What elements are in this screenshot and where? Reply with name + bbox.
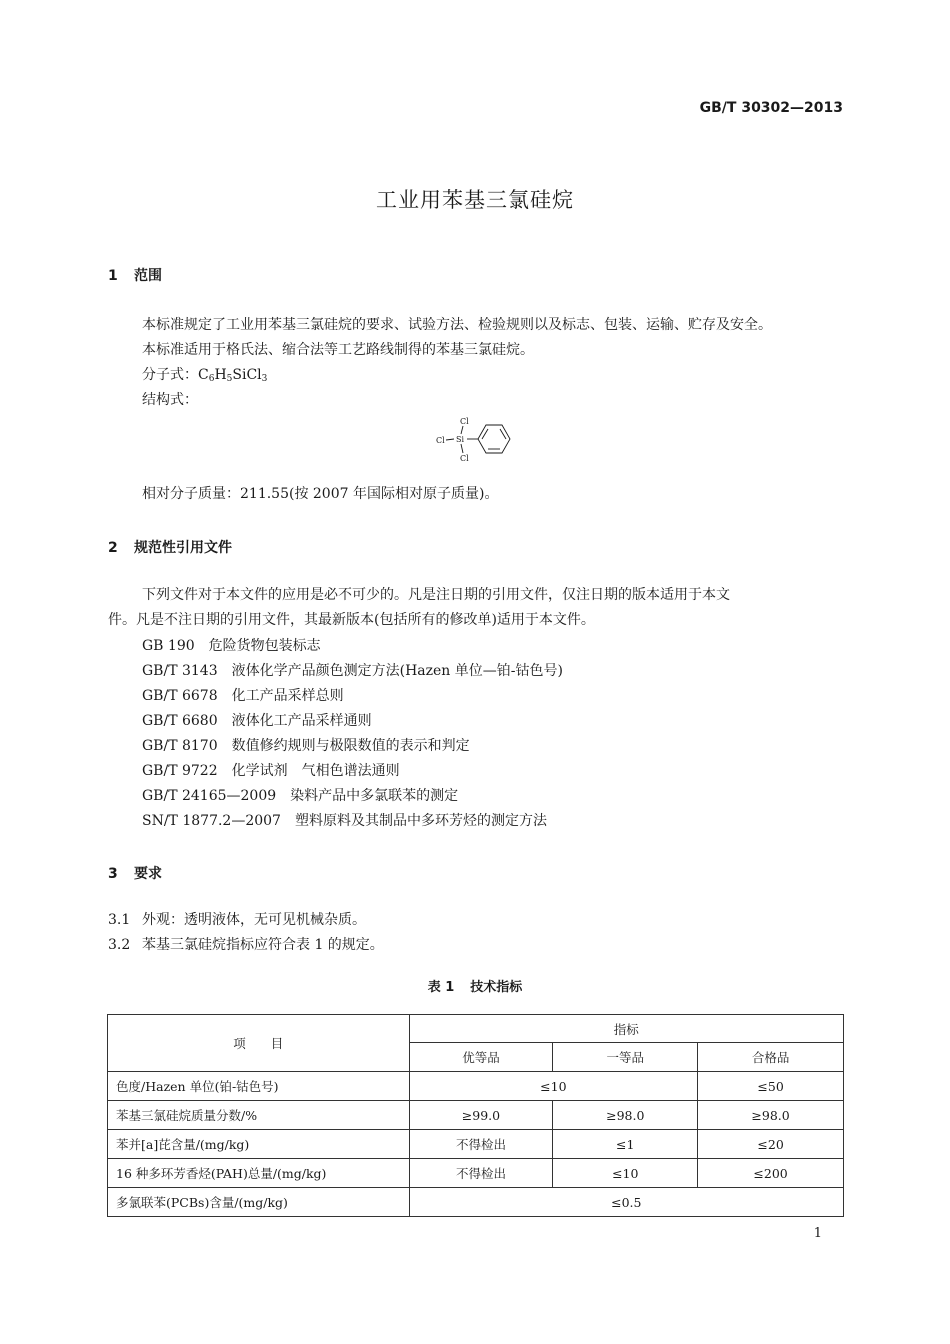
- normative-intro-line-1: 下列文件对于本文件的应用是必不可少的。凡是注日期的引用文件，仅注日期的版本适用于本文: [142, 587, 730, 603]
- normative-intro-line-2: 件。凡是不注日期的引用文件，其最新版本(包括所有的修改单)适用于本文件。: [108, 612, 595, 628]
- table-row: [108, 1101, 844, 1130]
- section-title: 要求: [134, 866, 162, 882]
- table-number: 表 1: [427, 980, 455, 995]
- reference-item: [142, 634, 321, 659]
- table-row: [108, 1188, 844, 1217]
- reference-title: 染料产品中多氯联苯的测定: [290, 788, 459, 804]
- reference-code: GB 190: [142, 638, 195, 654]
- reference-code: GB/T 6678: [142, 688, 218, 704]
- chlorine-bottom-label: Cl: [460, 454, 469, 463]
- silicon-label: Si: [456, 435, 465, 444]
- si-cl-top-bond: [461, 426, 463, 434]
- chlorine-left-label: Cl: [436, 436, 445, 445]
- row-item: 多氯联苯(PCBs)含量/(mg/kg): [108, 1188, 410, 1217]
- molar-mass: 相对分子质量：211.55(按 2007 年国际相对原子质量)。: [142, 486, 499, 502]
- clause-text: 苯基三氯硅烷指标应符合表 1 的规定。: [142, 937, 384, 953]
- standard-code: GB/T 30302—2013: [699, 100, 843, 116]
- cell-value: ≤200: [698, 1159, 844, 1188]
- formula-h-subscript: 5: [226, 374, 233, 384]
- document-title: 工业用苯基三氯硅烷: [376, 188, 574, 212]
- reference-title: 液体化学产品颜色测定方法(Hazen 单位—铂-钴色号): [231, 663, 563, 679]
- reference-item: [142, 759, 400, 784]
- reference-title: 化学试剂 气相色谱法通则: [231, 763, 400, 779]
- table-row: [108, 1159, 844, 1188]
- header-grade-qualified: 合格品: [698, 1043, 844, 1072]
- section-number: 3: [108, 866, 118, 882]
- reference-code: GB/T 6680: [142, 713, 218, 729]
- table-title: 技术指标: [470, 980, 523, 995]
- reference-item: [142, 809, 547, 834]
- reference-title: 塑料原料及其制品中多环芳烃的测定方法: [294, 813, 547, 829]
- reference-code: GB/T 3143: [142, 663, 218, 679]
- page-number: 1: [813, 1226, 822, 1241]
- section-2-heading: [108, 537, 232, 557]
- formula-c-subscript: 6: [208, 374, 215, 384]
- structure-label: 结构式：: [142, 392, 198, 408]
- cell-value: ≤1: [553, 1130, 698, 1159]
- row-item: 苯并[a]芘含量/(mg/kg): [108, 1130, 410, 1159]
- section-number: 2: [108, 540, 118, 556]
- clause-number: 3.2: [108, 937, 131, 953]
- formula-c: C: [198, 367, 209, 383]
- reference-code: GB/T 8170: [142, 738, 218, 754]
- section-title: 规范性引用文件: [134, 540, 232, 556]
- section-number: 1: [108, 268, 118, 284]
- cell-value: ≤0.5: [409, 1188, 843, 1217]
- si-cl-bottom-bond: [461, 444, 463, 453]
- formula-sicl: SiCl: [232, 367, 262, 383]
- reference-title: 数值修约规则与极限数值的表示和判定: [231, 738, 470, 754]
- cell-value: ≤20: [698, 1130, 844, 1159]
- header-index: 指标: [409, 1015, 843, 1043]
- reference-item: [142, 734, 470, 759]
- header-item: 项 目: [108, 1015, 410, 1072]
- row-item: 色度/Hazen 单位(铂-钴色号): [108, 1072, 410, 1101]
- cell-value: ≤50: [698, 1072, 844, 1101]
- section-title: 范围: [134, 268, 162, 284]
- header-grade-premium: 优等品: [409, 1043, 553, 1072]
- table-caption: [0, 976, 950, 995]
- reference-code: GB/T 24165—2009: [142, 788, 277, 804]
- clause-text: 外观：透明液体，无可见机械杂质。: [142, 912, 366, 928]
- section-1-heading: [108, 265, 162, 285]
- reference-code: GB/T 9722: [142, 763, 218, 779]
- clause-number: 3.1: [108, 912, 131, 928]
- cell-value: ≥98.0: [698, 1101, 844, 1130]
- cell-value: 不得检出: [409, 1130, 553, 1159]
- structural-formula: [430, 412, 520, 468]
- cell-value: ≤10: [409, 1072, 698, 1101]
- section-3-heading: [108, 863, 162, 883]
- reference-title: 化工产品采样总则: [231, 688, 344, 704]
- reference-item: [142, 659, 563, 684]
- requirement-3-1: [108, 908, 366, 933]
- reference-item: [142, 709, 372, 734]
- scope-paragraph-1: 本标准规定了工业用苯基三氯硅烷的要求、试验方法、检验规则以及标志、包装、运输、贮存及安全。: [142, 317, 772, 333]
- header-grade-first: 一等品: [553, 1043, 698, 1072]
- scope-paragraph-2: 本标准适用于格氏法、缩合法等工艺路线制得的苯基三氯硅烷。: [142, 342, 534, 358]
- formula-cl-subscript: 3: [261, 374, 268, 384]
- technical-indicators-table: [107, 1014, 844, 1217]
- row-item: 16 种多环芳香烃(PAH)总量/(mg/kg): [108, 1159, 410, 1188]
- cell-value: ≥98.0: [553, 1101, 698, 1130]
- formula-label: 分子式：: [142, 367, 198, 383]
- cell-value: 不得检出: [409, 1159, 553, 1188]
- requirement-3-2: [108, 933, 384, 958]
- reference-item: [142, 784, 458, 809]
- cell-value: ≤10: [553, 1159, 698, 1188]
- table-row: [108, 1072, 844, 1101]
- si-cl-left-bond: [446, 439, 454, 440]
- chlorine-top-label: Cl: [460, 417, 469, 426]
- cell-value: ≥99.0: [409, 1101, 553, 1130]
- table-header-row: [108, 1015, 844, 1043]
- table-row: [108, 1130, 844, 1159]
- row-item: 苯基三氯硅烷质量分数/%: [108, 1101, 410, 1130]
- reference-code: SN/T 1877.2—2007: [142, 813, 281, 829]
- reference-item: [142, 684, 344, 709]
- formula-h: H: [214, 367, 227, 383]
- reference-title: 液体化工产品采样通则: [231, 713, 372, 729]
- reference-title: 危险货物包装标志: [208, 638, 321, 654]
